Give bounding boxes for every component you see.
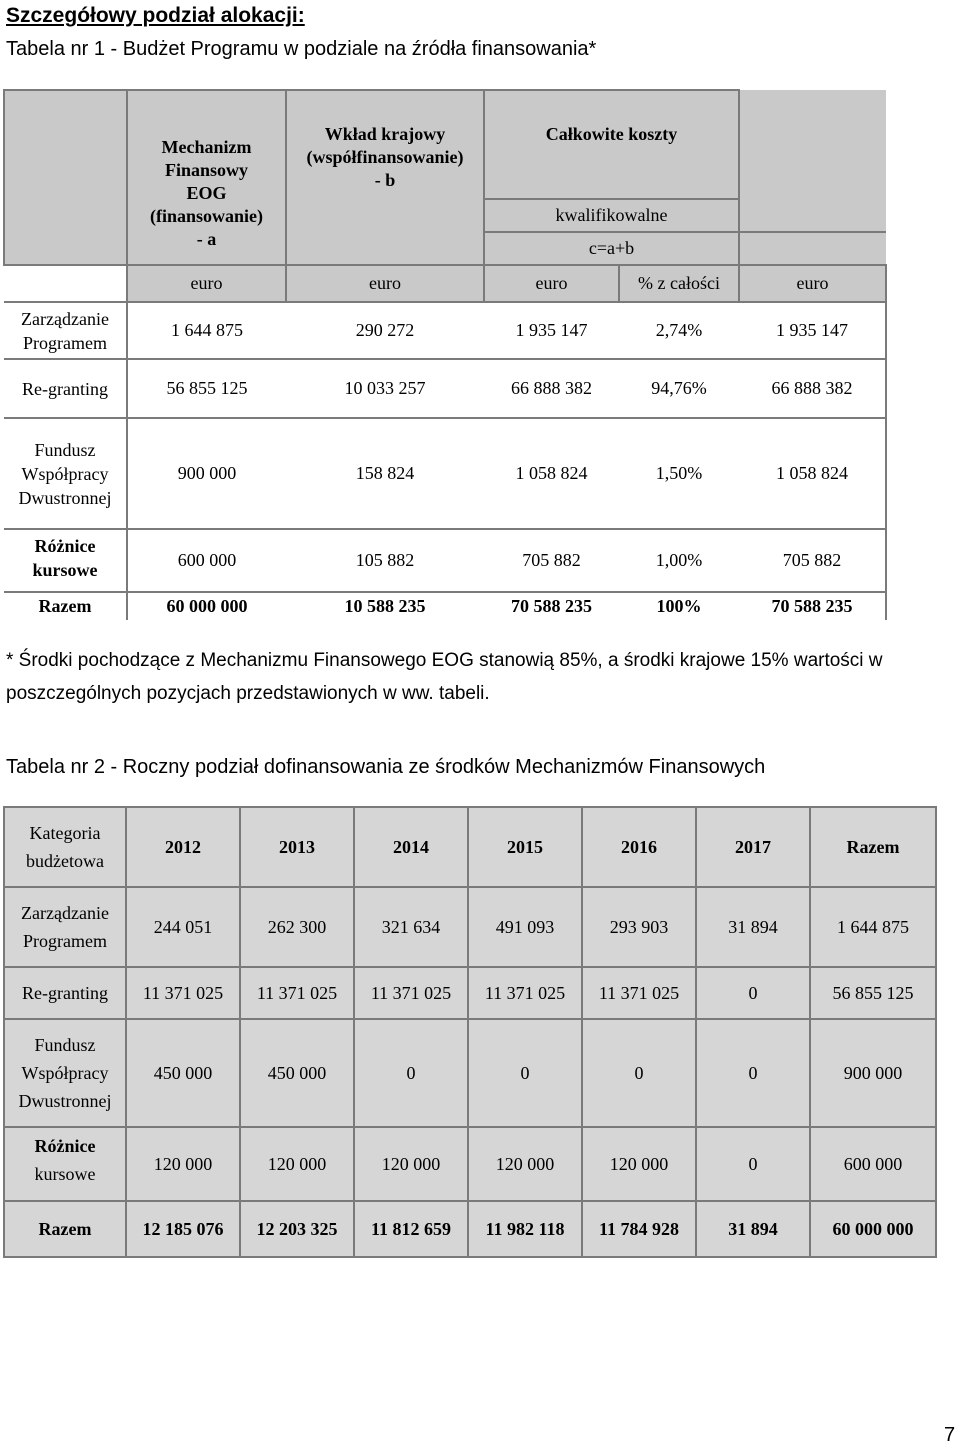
table-row: Różnice kursowe 600 000 105 882 705 882 1,00% 705 882 [4,529,886,592]
table-row: Różnice kursowe 120 000 120 000 120 000 120 000 120 000 0 600 000 [4,1127,936,1201]
col-head-eog: Mechanizm Finansowy EOG (finansowanie) - a [127,123,286,265]
table1-caption: Tabela nr 1 - Budżet Programu w podziale na źródła finansowania* [6,38,597,60]
col-head-eligible: kwalifikowalne [484,199,739,232]
table-row: Re-granting 56 855 125 10 033 257 66 888 382 94,76% 66 888 382 [4,359,886,418]
unit-cell: euro [484,265,619,302]
table-row: Zarządzanie Programem 244 051 262 300 321 634 491 093 293 903 31 894 1 644 875 [4,887,936,967]
unit-cell: euro [127,265,286,302]
table2-caption: Tabela nr 2 - Roczny podział dofinansowania ze środków Mechanizmów Finansowych [6,756,766,778]
section-heading: Szczegółowy podział alokacji: [6,4,305,27]
table-row: Zarządzanie Programem 1 644 875 290 272 1 935 147 2,74% 1 935 147 [4,302,886,359]
annual-table [3,806,937,1258]
page-number: 7 [944,1424,956,1446]
table-row: Fundusz Współpracy Dwustronnej 450 000 450 000 0 0 0 0 900 000 [4,1019,936,1127]
table-row: Fundusz Współpracy Dwustronnej 900 000 158 824 1 058 824 1,50% 1 058 824 [4,418,886,529]
footnote: * Środki pochodzące z Mechanizmu Finansowego EOG stanowią 85%, a środki krajowe 15% wartości w poszczególnych pozycjach przedstawionych w ww. tabeli. [6,650,883,704]
unit-cell: % z całości [619,265,739,302]
allocation-table [3,89,887,620]
unit-cell: euro [739,265,886,302]
table-row: Re-granting 11 371 025 11 371 025 11 371 025 11 371 025 11 371 025 0 56 855 125 [4,967,936,1019]
table1-corner [4,90,127,265]
unit-cell: euro [286,265,484,302]
col-head-total-costs: Całkowite koszty [484,123,739,199]
total-row: Razem 12 185 076 12 203 325 11 812 659 11 982 118 11 784 928 31 894 60 000 000 [4,1201,936,1257]
total-row: Razem 60 000 000 10 588 235 70 588 235 100% 70 588 235 [4,592,886,620]
col-head-national: Wkład krajowy (współfinansowanie) - b [286,123,484,265]
table2-header: Kategoria budżetowa 2012 2013 2014 2015 2016 2017 Razem [4,807,936,887]
col-head-formula: c=a+b [484,232,739,265]
